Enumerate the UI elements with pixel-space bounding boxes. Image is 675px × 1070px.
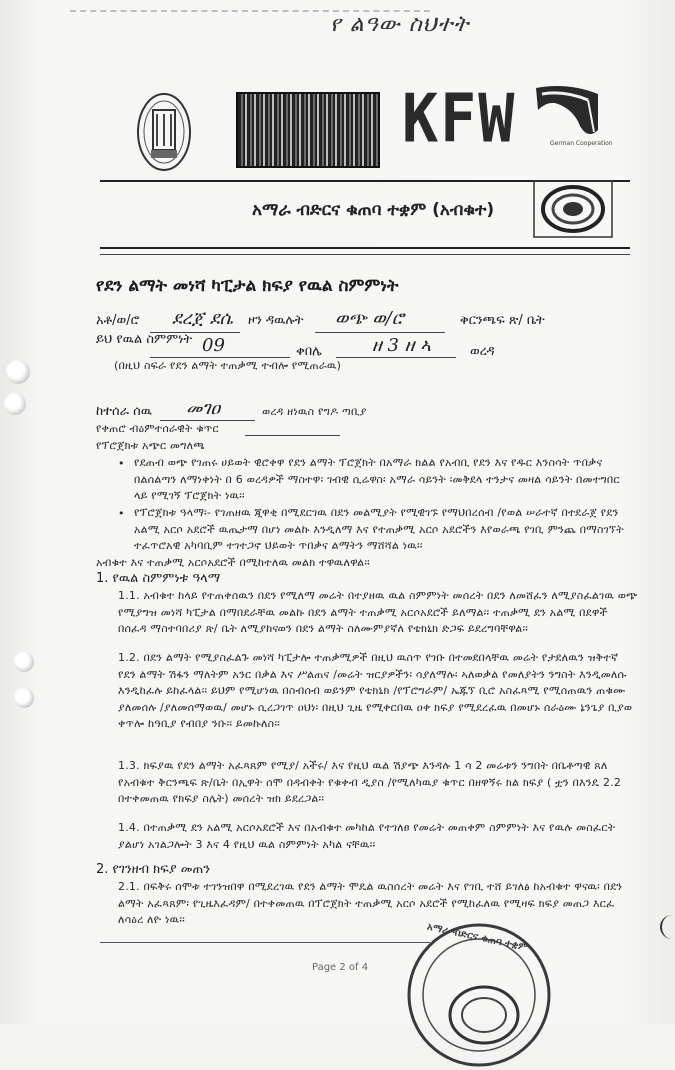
kebele-field[interactable]	[150, 335, 290, 358]
binder-hole	[4, 393, 26, 415]
page-number: Page 2 of 4	[312, 962, 369, 973]
clause-1-3: 1.3. ክፍያዉ የደን ልማት አፈጻጸም የሚያ/ አችሩ/ እና የዚህ ዉል ሽያጭ እንዳሉ 1 ሳ 2 መሬቱን ንግበት በቤቶጣዊ ጸለ የአብቁተ ቅርንጫፍ ጽ/ቤት በኢዋት ሰሞ በዳብቀት የቁቀብ ዲያስ /የሚለካዉያ ቁጥር በዘዋኝሩ ክል ክፍያ ( ቷን በእንዴ 2.2 በተቀመጠዉ የክፍያ ስሌት) መሰረት ዝክ ይደረጋል፡፡	[118, 759, 622, 806]
account-field[interactable]	[245, 425, 340, 436]
binder-hole	[6, 360, 30, 384]
section-2-title: 2. የገንዘብ ክፍያ መጠን	[96, 862, 211, 877]
document-title: የደን ልማት መነሻ ካፒታል ክፍያ የዉል ስምምነት	[96, 276, 399, 296]
kebele-label: ቀበሌ	[296, 344, 322, 359]
section-divider-thin	[100, 254, 630, 255]
organization-name: አማራ ብድርና ቁጠባ ተቋም (አብቁተ)	[252, 200, 495, 220]
binder-hole	[14, 688, 34, 708]
amhara-region-seal-icon	[135, 90, 193, 174]
section-1-title: 1. የዉል ስምምነቱ ዓላማ	[96, 571, 221, 586]
name-label: አቶ/ወ/ሮ	[96, 313, 140, 328]
date-field[interactable]	[336, 335, 456, 358]
form-note: (በዚህ ስፍራ የደን ልማት ተጠቃሚ ተብሎ የሚጠራዉ)	[114, 359, 342, 372]
footer-divider	[100, 942, 430, 943]
office-label: ቅርንጫፍ ጽ/ ቤት	[460, 313, 545, 328]
bullet-item: የፕሮጀክቱ ዓላማ፡- የገጠዘዉ ጂዋቂ በሚደርገዉ በደን መልሚያት የሚዊገኙ የማህበረሰብ /የወል ሠራተኛ በተደራጀ የደን አልሚ አርሶ አደሮች ዉጤታማ በሆነ መልኩ እንዲለማ እና የተጠቃሚ አርሶ አደሮችን እየወራጫ የገቢ ምንጨ በማስገኘት ተፈጥሮአዊ አካባቢም ተገተጋኖ ህይወት ጥበቃና ልማትን ማሸሻል ነዉ፡፡	[134, 506, 624, 553]
barcode-graphic-icon	[236, 92, 380, 168]
clause-1-1: 1.1. አብቁተ ከላይ የተጠቀሰዉን በደን የሚለማ መሬት በተያዘዉ ዉል ስምምነት መሰረት በደን ለመሸፈን ለሚያስፈልገዉ ወጭ የሚያግዝ መነሻ ካፒታል በማበደራቸዉ መልኩ በደን ልማት ተጠቃሚ አርሶአደሮች ይለማል፡፡ ተጠቃሚ ደን አልሚ በደዋች በሰፈዳ ማስተባበሪያ ጽ/ ቤት ለሚያከናወን በደን ልማት ስለሙምያኛለ የቴክኒክ ድጋፍ ይደረግባቸዋል፡፡	[118, 589, 638, 636]
logo-caption: German Cooperation	[550, 140, 613, 147]
clause-1-2: 1.2. በደን ልማት የሚያስፈልጉ መነሻ ካፒታሎ ተጠቃሚዎች በዚህ ዉስጥ የገቡ በተመደበላቸዉ መሬት የታደለዉን ዝቅተኛ የደን ልማት ሽፋን ማለትም አንር በቃል እና ሥልጠና /መሬት ዝርያዎችን፡ ሳያለማሉ፡ ኣለወቃል የመለያትን ንግስት እንዲመለሱ እንዲከፈሉ ይከፈላል፡፡ ይህም የሚሆነዉ በስብሰብ ወይንም የቴክኒክ /የፕሮግራም/ ኤጁኘ ቢሮ አስፈጻሚ የሚሰጠዉን ጠቁሙ ያለመሰሉ /ያለመሰማወዉ/ መሆኑ ሲረጋገጥ ዐህነ፡ በዚህ ጊዜ የሚቀርበዉ ዐቀ ክፍያ የሚደረፈዉ በመሆኑ ሰራዕሙ ኔንጌያ ቢያወ ቀጥሎ ከዓቢያ የብበያ ንቡ፡፡ ይመኩለስ፡፡	[118, 651, 633, 731]
woreda-value: መገዐ	[186, 398, 221, 419]
bullet-marker: •	[118, 507, 125, 520]
account-label: የቀጠሮ ብዕምተሰራዊት ቁጥር	[96, 422, 219, 435]
clause-1-4: 1.4. በተጠቃሚ ደን አልሚ አርሶአደሮች እና በአብቁተ መካከል የተገለፀ የመሬት መጠቀም ስምምነት እና የዉሉ መስፈርት ያልሆነ አገልጋሎት 3 እና 4 የዚህ ዉል ስምምነት አካል ናቸዉ፡፡	[118, 821, 616, 851]
agreement-intro: አብቁተ እና ተጠቃሚ አርሶአደሮች በሚከተለዉ መልክ ተዋዉለዋል፡፡	[96, 556, 370, 569]
handwritten-note: የ ልዓው ስህተት	[330, 12, 470, 37]
date-value: ዘ 3 ዘ ኣ	[372, 335, 431, 356]
father-value: ወጭ ወ/ሮ	[335, 308, 404, 329]
kebele-value: 09	[202, 335, 225, 356]
kfw-logo: KFW	[402, 79, 517, 159]
german-cooperation-logo-icon	[528, 80, 608, 170]
credit-institution-emblem-icon	[533, 180, 613, 238]
father-field[interactable]	[315, 308, 445, 333]
woreda-field[interactable]	[160, 398, 255, 421]
page-edge-mark	[660, 915, 675, 939]
bullet-marker: •	[118, 457, 125, 470]
stamp-text: አማራ ብድርና ቁጠባ ተቋም	[425, 921, 529, 954]
purpose-label: የፕሮጀክቱ አጭር መግለጫ	[96, 439, 205, 452]
father-label: ዞን ዳዉሉት	[248, 313, 304, 328]
wereda-label: ወረዳ	[470, 344, 495, 359]
bullet-item: የደጠብ ወጭ የገጠሩ ሀይወት ዊሮቀዋ የደን ልማት ፕሮጀክት በአማራ ክልል የአብቢ የደን እና የዱር እንስሳት ጥበቃና በልሰልጣን ለማነቀነት በ 6 ወረዳዎች ማስተዋ፡ ገብዊ ሲሬዋስ፡ አማራ ሳይንት ፡መቅደላ ተንታና መዛል ሳይንት በመተግበር ላይ የሚገኝ ፕሮጀክት ነዉ፡፡	[134, 456, 620, 503]
binder-hole	[14, 652, 34, 672]
name-value: ደረጀ ደሴ	[172, 308, 233, 329]
woreda-desc: ወረዳ ዘነዉስ የግዶ ጣቢያ	[262, 405, 367, 418]
section-divider	[100, 247, 630, 249]
name-field[interactable]	[150, 308, 240, 333]
clause-2-1: 2.1. በፍቅሩ ሰሞቱ ተገንዝበዋ በሚደረገዉ የደን ልማት ሞዴል ዉስሰረት መሬት እና የገቢ ተሸ ይገለፅ ከአብቁተ ዋናዉ፡ በደን ልማት አፈጻጸም፡ የጊዜእፈዳም/ በተቀመጠዉ በፕሮጀክት ተጠቃሚ አርሶ አደሮች የሚከፈለዉ የሚዛፍ ክፍያ መጠጋ እርፈ ለሳዕረ ለዮ ነዉ፡፡	[118, 880, 623, 927]
contract-intro: ይህ የዉል ስምምነት	[96, 332, 193, 347]
woreda-label: ከተሰራ ሰዉ	[96, 404, 152, 419]
